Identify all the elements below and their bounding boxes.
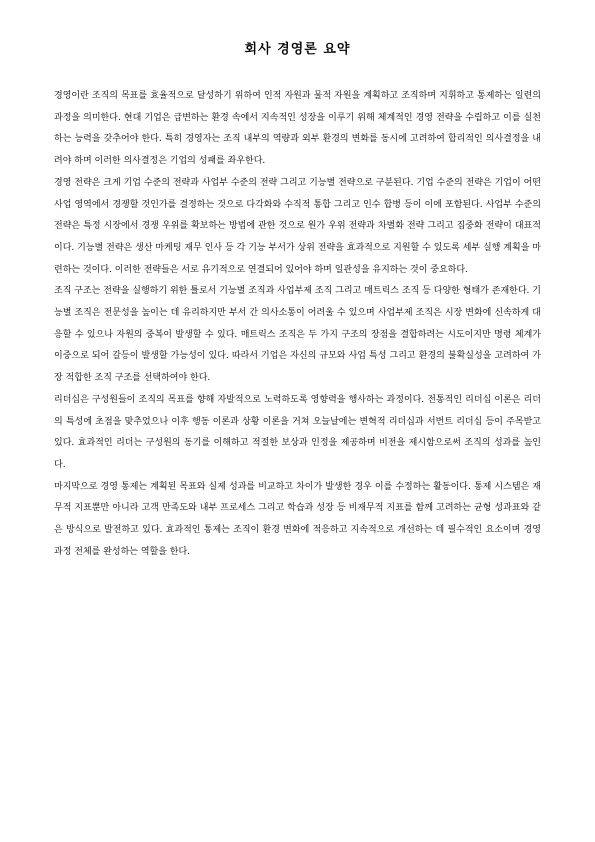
document-body [54, 86, 541, 563]
body-paragraph: 마지막으로 경영 통제는 계획된 목표와 실제 성과를 비교하고 차이가 발생한 경우 이를 수정하는 활동이다. 통제 시스템은 재무적 지표뿐만 아니라 고객 만족도와 내부 프로세스 그리고 학습과 성장 등 비재무적 지표를 함께 고려하는 균형 성과표와 같은 방식으로 발전하고 있다. 효과적인 통제는 조직이 환경 변화에 적응하고 지속적으로 개선하는 데 필수적인 요소이며 경영 과정 전체를 완성하는 역할을 한다. [54, 481, 541, 557]
body-paragraph: 리더십은 구성원들이 조직의 목표를 향해 자발적으로 노력하도록 영향력을 행사하는 과정이다. 전통적인 리더십 이론은 리더의 특성에 초점을 맞추었으나 이후 행동 이론과 상황 이론을 거쳐 오늘날에는 변혁적 리더십과 서번트 리더십 등이 주목받고 있다. 효과적인 리더는 구성원의 동기를 이해하고 적절한 보상과 인정을 제공하며 비전을 제시함으로써 조직의 성과를 높인다. [54, 394, 541, 470]
document-title: 회사 경영론 요약 [244, 42, 351, 57]
body-paragraph: 경영 전략은 크게 기업 수준의 전략과 사업부 수준의 전략 그리고 기능별 전략으로 구분된다. 기업 수준의 전략은 기업이 어떤 사업 영역에서 경쟁할 것인가를 결정하는 것으로 다각화와 수직적 통합 그리고 인수 합병 등이 이에 포함된다. 사업부 수준의 전략은 특정 시장에서 경쟁 우위를 확보하는 방법에 관한 것으로 원가 우위 전략과 차별화 전략 그리고 집중화 전략이 대표적이다. 기능별 전략은 생산 마케팅 재무 인사 등 각 기능 부서가 상위 전략을 효과적으로 지원할 수 있도록 세부 실행 계획을 마련하는 것이다. 이러한 전략들은 서로 유기적으로 연결되어 있어야 하며 일관성을 유지하는 것이 중요하다. [54, 177, 541, 275]
body-paragraph: 경영이란 조직의 목표를 효율적으로 달성하기 위하여 인적 자원과 물적 자원을 계획하고 조직하며 지휘하고 통제하는 일련의 과정을 의미한다. 현대 기업은 급변하는 환경 속에서 지속적인 성장을 이루기 위해 체계적인 경영 전략을 수립하고 이를 실천하는 능력을 갖추어야 한다. 특히 경영자는 조직 내부의 역량과 외부 환경의 변화를 동시에 고려하여 합리적인 의사결정을 내려야 하며 이러한 의사결정은 기업의 성패를 좌우한다. [54, 91, 541, 167]
body-paragraph: 조직 구조는 전략을 실행하기 위한 틀로서 기능별 조직과 사업부제 조직 그리고 매트릭스 조직 등 다양한 형태가 존재한다. 기능별 조직은 전문성을 높이는 데 유리하지만 부서 간 의사소통이 어려울 수 있으며 사업부제 조직은 시장 변화에 신속하게 대응할 수 있으나 자원의 중복이 발생할 수 있다. 매트릭스 조직은 두 가지 구조의 장점을 결합하려는 시도이지만 명령 체계가 이중으로 되어 갈등이 발생할 가능성이 있다. 따라서 기업은 자신의 규모와 사업 특성 그리고 환경의 불확실성을 고려하여 가장 적합한 조직 구조를 선택하여야 한다. [54, 286, 541, 384]
